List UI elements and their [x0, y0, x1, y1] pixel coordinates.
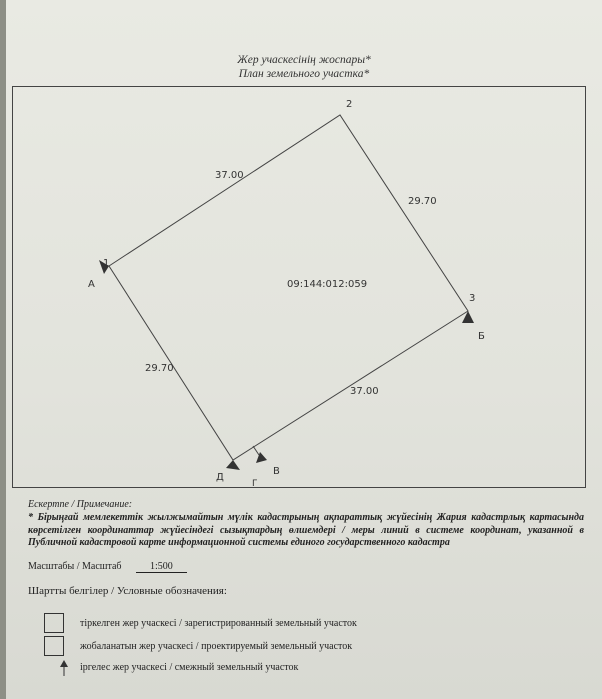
- scale-label: Масштабы / Масштаб: [28, 561, 122, 572]
- legend-title: Шартты белгілер / Условные обозначения:: [28, 585, 227, 597]
- notes-section: [28, 499, 584, 550]
- letter-b: Б: [478, 331, 485, 342]
- scale-line: [28, 561, 187, 572]
- side-length-2-3: 29.70: [408, 196, 437, 207]
- plan-title-ru: План земельного участка*: [238, 68, 370, 80]
- legend-item-registered: [44, 613, 357, 633]
- document-sheet: [6, 0, 602, 699]
- notes-heading: Ескертпе / Примечание:: [28, 499, 133, 510]
- side-length-d-1: 29.70: [145, 363, 174, 374]
- corner-arrow-3: [462, 311, 474, 323]
- registered-parcel-swatch: [44, 613, 64, 633]
- legend-item-adjacent: [44, 657, 298, 677]
- parcel-cadastral-number: 09:144:012:059: [287, 279, 368, 290]
- legend-label-registered: тіркелген жер учаскесі / зарегистрированный земельный участок: [80, 617, 357, 629]
- side-length-3-d: 37.00: [350, 386, 379, 397]
- point-label-3: 3: [469, 293, 476, 304]
- letter-a: А: [88, 279, 95, 290]
- notes-text: * Бірыңғай мемлекеттік жылжымайтын мүлік кадастрының ақпараттық жүйесінің Жария кадастрлық картасында көрсетілген координаттар жүйесіндегі сызықтардың өлшемдері / меры линий в системе координат, указанной в Публичной кадастровой карте информационной системы единого государственного кадастра: [28, 512, 584, 548]
- point-label-1: 1: [103, 258, 110, 269]
- point-label-2: 2: [346, 99, 353, 110]
- adjacent-boundary-tick: [253, 446, 259, 455]
- letter-g: Г: [252, 479, 258, 489]
- projected-parcel-swatch: [44, 636, 64, 656]
- letter-v: В: [273, 466, 280, 477]
- side-length-1-2: 37.00: [215, 170, 244, 181]
- legend-label-projected: жобаланатын жер учаскесі / проектируемый земельный участок: [80, 640, 353, 652]
- plan-title-kz: Жер учаскесінің жоспары*: [237, 54, 371, 66]
- scale-value: 1:500: [136, 561, 187, 573]
- corner-arrow-d: [226, 460, 240, 470]
- letter-d: Д: [216, 472, 224, 483]
- adjacent-legend-arrow-slot: [44, 657, 64, 677]
- legend-label-adjacent: іргелес жер учаскесі / смежный земельный участок: [80, 661, 299, 673]
- legend-item-projected: [44, 636, 352, 656]
